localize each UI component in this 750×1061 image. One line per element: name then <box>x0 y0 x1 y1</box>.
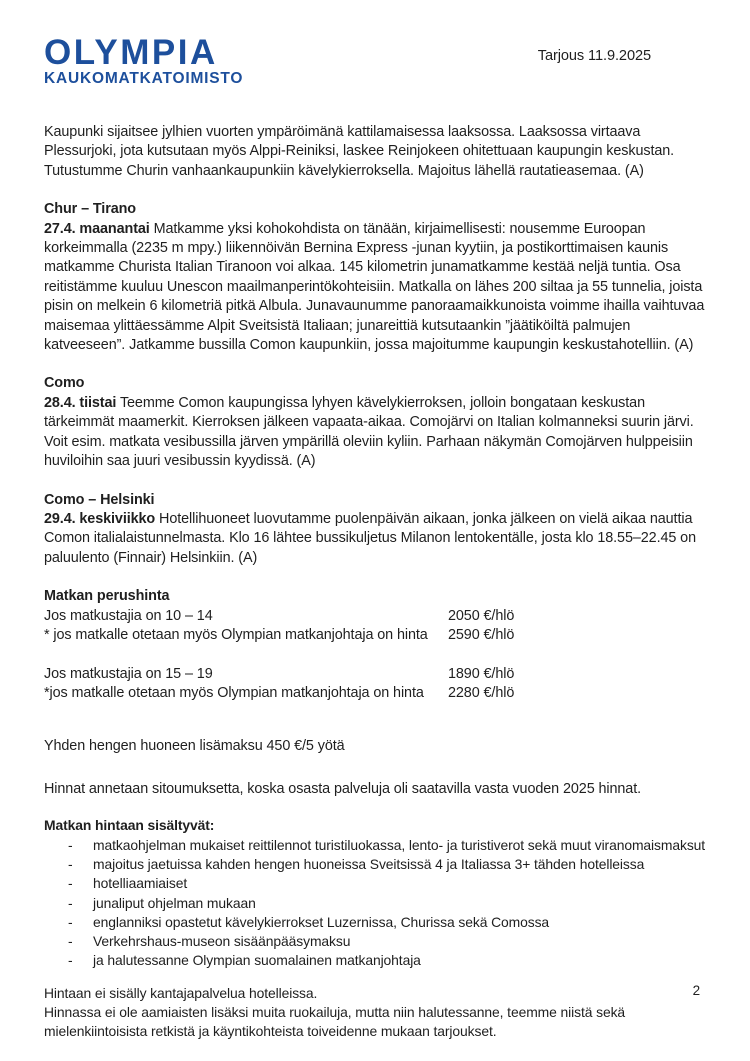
section-inclusions <box>44 816 706 970</box>
section-como <box>44 374 706 471</box>
day-paragraph-27-4 <box>44 220 706 356</box>
price-label: Jos matkustajia on 10 – 14 <box>44 607 213 624</box>
price-value: 2050 €/hlö <box>448 607 515 624</box>
dash-bullet: - <box>68 894 73 911</box>
price-row <box>44 607 706 626</box>
inclusion-text: matkaohjelman mukaiset reittilennot turistiluokassa, lento- ja turistiverot sekä muut viranomaismaksut <box>93 836 706 853</box>
section-heading-como-helsinki: Como – Helsinki <box>44 491 155 508</box>
page-number: 2 <box>692 983 700 998</box>
dash-bullet: - <box>68 933 73 950</box>
day-text-27-4: Matkamme yksi kohokohdista on tänään, kirjaimellisesti: nousemme Euroopan korkeimmalla (2235 m mpy.) liikennöivän Bernina Express -junan kyytiin, ja postikorttimaisen kaunis matkamme Churista Italian Tiranoon voi alkaa. 145 kilometrin junamatkamme kestää neljä tuntia. Osa reitistämme kuuluu Unescon maailmanperintökohteisiin. Matkalla on lähes 200 siltaa ja 55 tunnelia, joista pisin on melkein 6 kilometriä pitkä Albula. Junavaunumme panoraamaikkunoista voimme ihailla vaihtuvaa maisemaa ylittäessämme Alpit Sveitsistä Italiaan; junareittiä kutsutaankin ”jäätiköiltä palmujen katveeseen”. Jatkamme bussilla Comon kaupunkiin, jossa majoitumme kaupungin keskustahotelliin. (A) <box>44 220 705 354</box>
price-row <box>44 626 706 645</box>
section-chur-tirano <box>44 200 706 355</box>
dash-bullet: - <box>68 913 73 930</box>
footer-note-2: Hinnassa ei ole aamiaisten lisäksi muita ruokailuja, mutta niin halutessanne, teemme niistä sekä mielenkiintoisista retkistä ja käyntikohteista toiveidenne mukaan tarjoukset. <box>44 1004 626 1040</box>
inclusion-item <box>68 932 706 951</box>
single-room-note: Yhden hengen huoneen lisämaksu 450 €/5 yötä <box>44 737 345 754</box>
day-date-28-4: 28.4. tiistai <box>44 394 117 411</box>
inclusion-list <box>44 836 706 971</box>
price-value: 2590 €/hlö <box>448 626 515 643</box>
day-paragraph-28-4 <box>44 394 706 472</box>
pricing-heading: Matkan perushinta <box>44 588 170 605</box>
olympia-logo <box>44 33 244 87</box>
section-pricing <box>44 587 706 799</box>
price-row <box>44 684 706 703</box>
price-label: Jos matkustajia on 15 – 19 <box>44 665 213 682</box>
inclusion-item <box>68 836 706 855</box>
price-label: *jos matkalle otetaan myös Olympian matkanjohtaja on hinta <box>44 685 424 702</box>
inclusion-text: hotelliaamiaiset <box>93 875 188 892</box>
price-disclaimer: Hinnat annetaan sitoumuksetta, koska osasta palveluja oli saatavilla vasta vuoden 2025 hinnat. <box>44 780 641 797</box>
section-footer-notes <box>44 984 706 1042</box>
document-body <box>44 123 706 1042</box>
price-value: 2280 €/hlö <box>448 685 515 702</box>
section-heading-como: Como <box>44 375 85 392</box>
dash-bullet: - <box>68 875 73 892</box>
inclusion-text: majoitus jaetuissa kahden hengen huoneissa Sveitsissä 4 ja Italiassa 3+ tähden hotelleissa <box>93 855 645 872</box>
intro-paragraph: Kaupunki sijaitsee jylhien vuorten ympäröimänä kattilamaisessa laaksossa. Laaksossa virtaava Plessurjoki, jota kutsutaan myös Alppi-Reiniksi, laskee Reinjokeen ohitettuaan kaupungin keskustan. Tutustumme Churin vanhaankaupunkiin kävelykierroksella. Majoitus lähellä rautatieasemaa. (A) <box>44 124 675 179</box>
inclusion-text: Verkehrshaus-museon sisäänpääsymaksu <box>93 933 351 950</box>
inclusion-item <box>68 951 706 970</box>
dash-bullet: - <box>68 855 73 872</box>
price-value: 1890 €/hlö <box>448 665 515 682</box>
inclusion-text: junaliput ohjelman mukaan <box>93 894 256 911</box>
day-date-29-4: 29.4. keskiviikko <box>44 510 156 527</box>
price-table <box>44 607 706 704</box>
inclusion-item <box>68 913 706 932</box>
price-label: * jos matkalle otetaan myös Olympian matkanjohtaja on hinta <box>44 626 428 643</box>
day-paragraph-29-4 <box>44 510 706 568</box>
inclusions-heading: Matkan hintaan sisältyvät: <box>44 817 215 834</box>
day-text-28-4: Teemme Comon kaupungissa lyhyen kävelykierroksen, jolloin bongataan keskustan tärkeimmät maamerkit. Kierroksen jälkeen vapaata-aikaa. Comojärvi on Italian kolmanneksi suurin järvi. Voit esim. matkata vesibussilla järven ympärillä oleviin kyliin. Parhaan näkymän Comojärven hulppeisiin huviloihin saa juuri vesibussin kyydissä. (A) <box>44 394 694 470</box>
inclusion-item <box>68 894 706 913</box>
offer-date: Tarjous 11.9.2025 <box>537 48 651 64</box>
day-text-29-4: Hotellihuoneet luovutamme puolenpäivän aikaan, jonka jälkeen on vielä aikaa nauttia Comon italialaistunnelmasta. Klo 16 lähtee bussikuljetus Milanon lentokentälle, josta klo 18.55–22.45 on paluulento (Finnair) Helsinkiin. (A) <box>44 510 696 566</box>
dash-bullet: - <box>68 952 73 969</box>
inclusion-text: ja halutessanne Olympian suomalainen matkanjohtaja <box>93 952 421 969</box>
footer-note-1: Hintaan ei sisälly kantajapalvelua hotelleissa. <box>44 984 318 1001</box>
inclusion-item <box>68 855 706 874</box>
inclusion-text: englanniksi opastetut kävelykierrokset Luzernissa, Churissa sekä Comossa <box>93 913 550 930</box>
document-header <box>44 33 706 87</box>
price-row <box>44 665 706 684</box>
logo-wordmark: OLYMPIA <box>44 33 218 72</box>
section-heading-chur-tirano: Chur – Tirano <box>44 201 136 218</box>
inclusion-item <box>68 874 706 893</box>
logo-subtitle: KAUKOMATKATOIMISTO <box>44 70 244 87</box>
day-date-27-4: 27.4. maanantai <box>44 220 150 237</box>
dash-bullet: - <box>68 836 73 853</box>
section-como-helsinki <box>44 491 706 569</box>
